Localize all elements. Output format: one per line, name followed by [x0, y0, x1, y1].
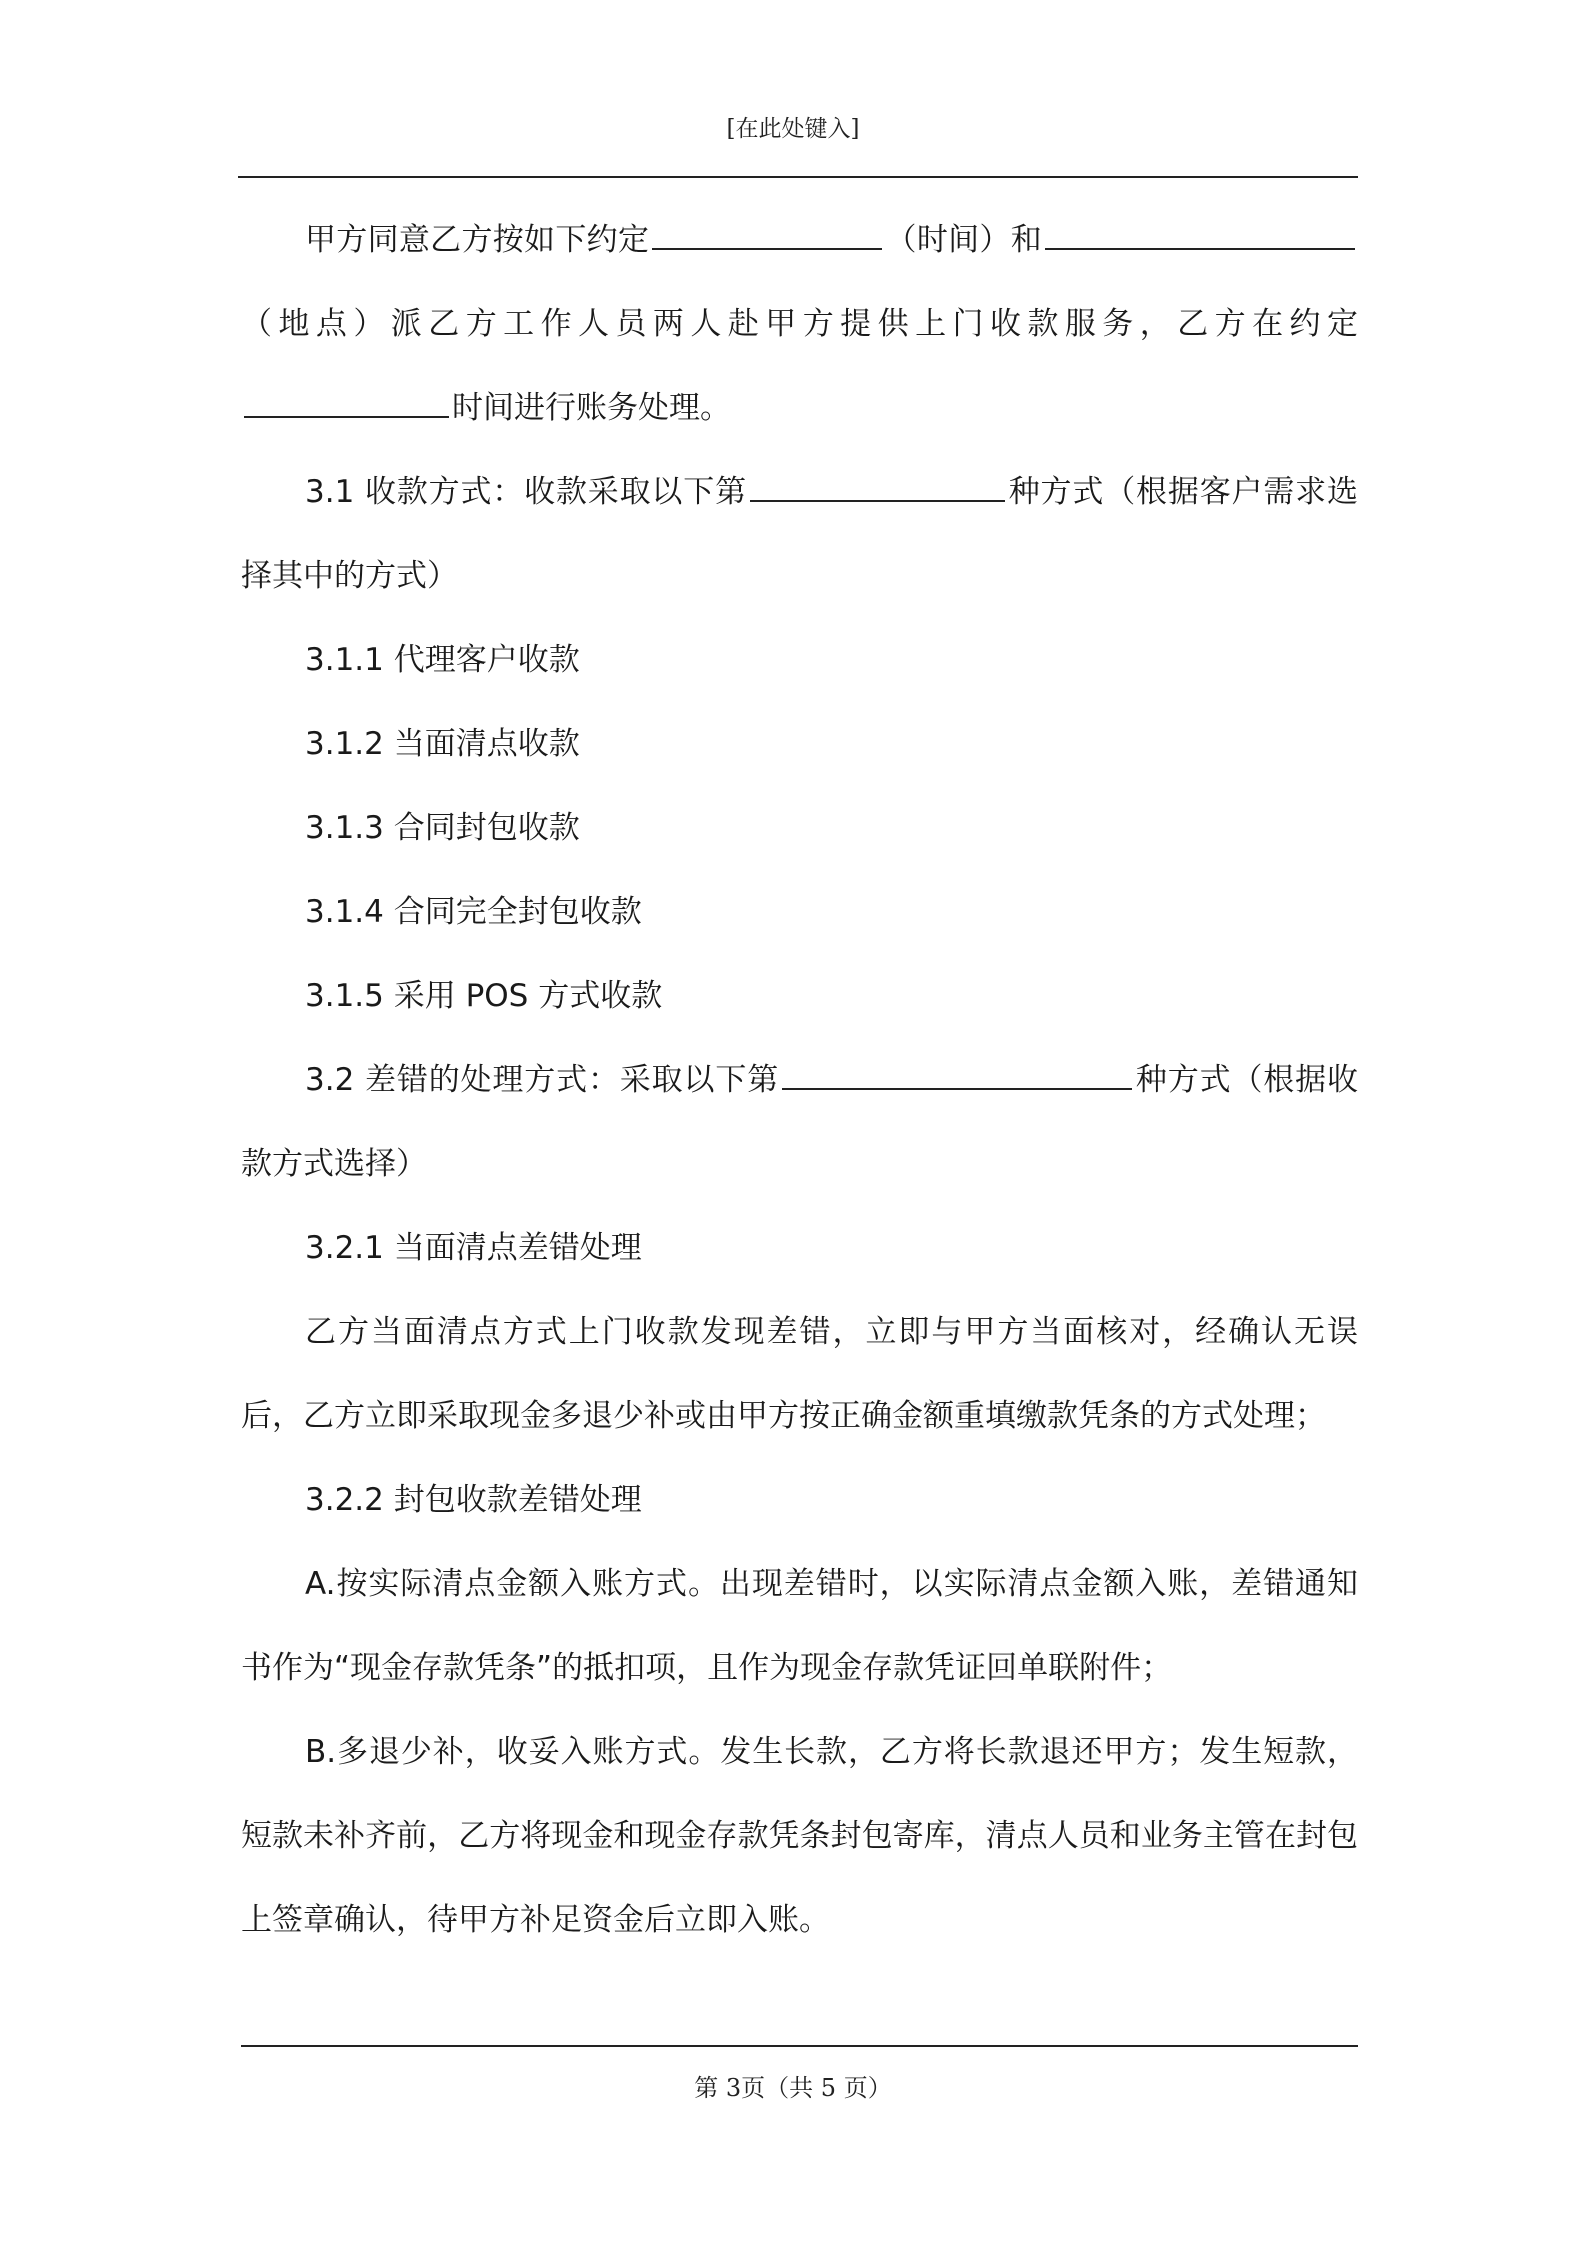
item-3-1-4: 3.1.4 合同完全封包收款 — [305, 894, 642, 930]
paragraph-payment-method — [241, 450, 1358, 618]
paragraph-error-handling — [241, 1038, 1358, 1206]
agreed-time-blank-field[interactable] — [244, 386, 449, 418]
paragraph-text: 甲方同意乙方按如下约定 — [305, 222, 650, 258]
paragraph-option-b: B.多退少补，收妥入账方式。发生长款，乙方将长款退还甲方；发生短款，短款未补齐前，乙方将现金和现金存款凭条封包寄库，清点人员和业务主管在封包上签章确认，待甲方补足资金后立即入账。 — [241, 1734, 1358, 1938]
location-blank-field[interactable] — [1045, 218, 1355, 250]
item-3-2-1: 3.2.1 当面清点差错处理 — [305, 1230, 642, 1266]
item-3-1-1: 3.1.1 代理客户收款 — [305, 642, 580, 678]
paragraph-text: 种方式（根据收款方式选择） — [241, 1062, 1359, 1182]
paragraph-text: 3.2 差错的处理方式：采取以下第 — [305, 1062, 780, 1098]
paragraph-service-agreement — [241, 198, 1358, 450]
item-3-2-2: 3.2.2 封包收款差错处理 — [305, 1482, 642, 1518]
paragraph-text: 3.1 收款方式：收款采取以下第 — [305, 474, 747, 510]
page-number: 第 3页（共 5 页） — [694, 2074, 892, 2102]
item-3-1-3: 3.1.3 合同封包收款 — [305, 810, 580, 846]
paragraph-text: （地点）派乙方工作人员两人赴甲方提供上门收款服务，乙方在约定 — [241, 306, 1358, 342]
paragraph-text: 种方式（根据客户需求选择其中的方式） — [241, 474, 1359, 594]
item-3-1-5: 3.1.5 采用 POS 方式收款 — [305, 978, 663, 1014]
paragraph-option-a: A.按实际清点金额入账方式。出现差错时，以实际清点金额入账，差错通知书作为“现金存款凭条”的抵扣项，且作为现金存款凭证回单联附件； — [241, 1566, 1358, 1686]
paragraph-text: 时间进行账务处理。 — [452, 390, 731, 426]
error-method-blank-field[interactable] — [782, 1058, 1132, 1090]
header-divider — [238, 176, 1358, 178]
time-blank-field[interactable] — [652, 218, 882, 250]
paragraph-text: （时间）和 — [885, 222, 1042, 258]
paragraph-onsite-error: 乙方当面清点方式上门收款发现差错，立即与甲方当面核对，经确认无误后，乙方立即采取现金多退少补或由甲方按正确金额重填缴款凭条的方式处理； — [241, 1314, 1358, 1434]
footer-divider — [241, 2045, 1358, 2047]
page-header: [在此处键入] — [726, 116, 860, 142]
document-body — [241, 198, 1358, 1962]
item-3-1-2: 3.1.2 当面清点收款 — [305, 726, 580, 762]
payment-method-blank-field[interactable] — [750, 470, 1005, 502]
